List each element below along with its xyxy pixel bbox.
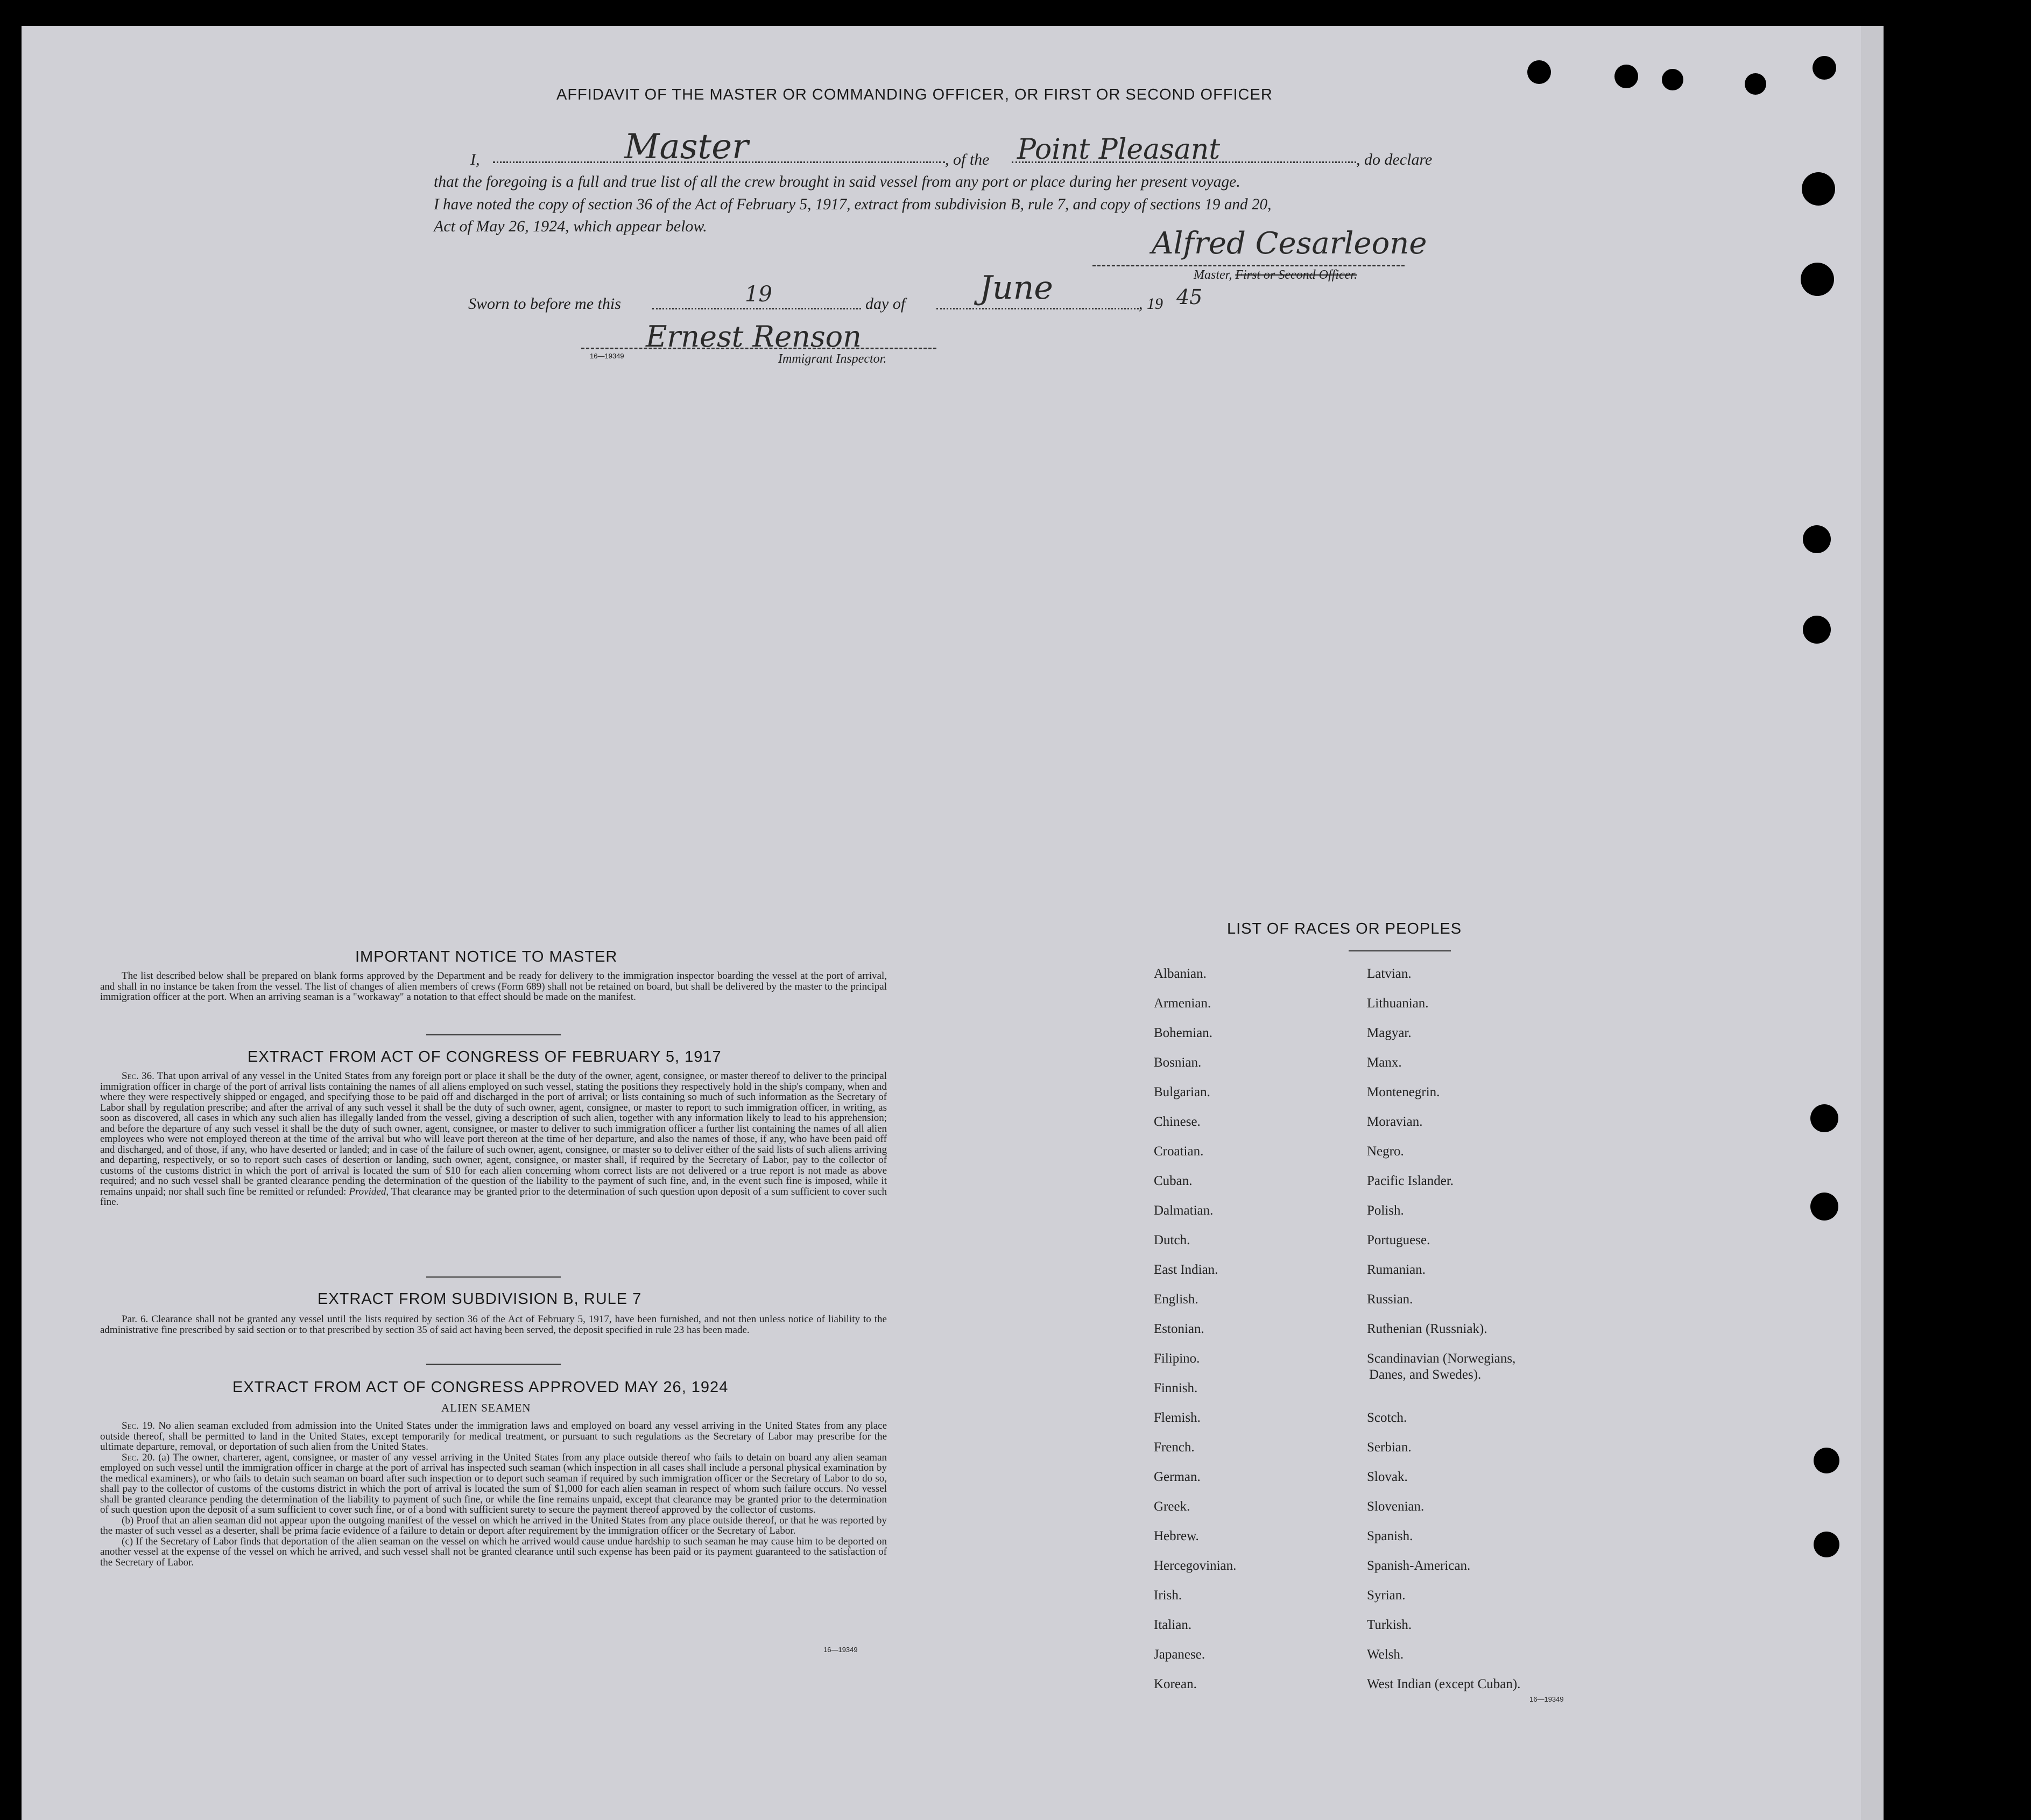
race-item: Albanian. xyxy=(1154,967,1207,981)
punch-hole xyxy=(1662,69,1683,90)
punch-hole xyxy=(1745,73,1766,95)
race-item: Hercegovinian. xyxy=(1154,1558,1237,1573)
race-item: Montenegrin. xyxy=(1367,1085,1440,1099)
race-item: Slovak. xyxy=(1367,1470,1408,1484)
sec20a-paragraph xyxy=(100,1452,887,1515)
inspector-caption: Immigrant Inspector. xyxy=(778,352,887,366)
signature-caption-struck: First or Second Officer. xyxy=(1235,268,1357,282)
page-edge xyxy=(1861,26,1884,1820)
notice-body: The list described below shall be prepared on blank forms approved by the Department and be ready for delivery to the immigration inspector boarding the vessel at the port of arrival, and shall in no instance be taken from the vessel. The list of changes of alien members of crews (Form 689) shall not be retained on board, but shall be delivered by the master to the principal immigration officer at the port. When an arriving seaman is a "workaway" a notation to that effect should be made on the manifest. xyxy=(100,970,887,1003)
affidavit-of-the: , of the xyxy=(945,151,990,168)
race-item: Polish. xyxy=(1367,1203,1404,1218)
race-item: Flemish. xyxy=(1154,1410,1201,1425)
race-item: Armenian. xyxy=(1154,996,1211,1011)
race-item: Croatian. xyxy=(1154,1144,1204,1159)
race-item: Latvian. xyxy=(1367,967,1412,981)
month-blank xyxy=(936,308,1139,309)
punch-hole xyxy=(1814,1448,1839,1473)
race-item: Japanese. xyxy=(1154,1647,1205,1662)
affidavit-line2: that the foregoing is a full and true list of all the crew brought in said vessel from any port or place during her present voyage. xyxy=(434,173,1240,191)
race-item: Negro. xyxy=(1367,1144,1404,1159)
divider xyxy=(426,1034,561,1035)
extract-1917-title: EXTRACT FROM ACT OF CONGRESS OF FEBRUARY 5, 1917 xyxy=(248,1048,722,1066)
race-item: Chinese. xyxy=(1154,1114,1201,1129)
race-item: Welsh. xyxy=(1367,1647,1404,1662)
signature-caption xyxy=(1194,268,1357,283)
punch-hole xyxy=(1803,616,1831,644)
section-label: Sec. 19. xyxy=(122,1420,156,1431)
officer-name-handwritten: Master xyxy=(624,127,749,167)
race-item: Ruthenian (Russniak). xyxy=(1367,1322,1487,1336)
race-item: Rumanian. xyxy=(1367,1262,1426,1277)
race-item: Manx. xyxy=(1367,1055,1402,1070)
affidavit-line1-lead: I, xyxy=(470,151,480,168)
vessel-name-handwritten: Point Pleasant xyxy=(1017,133,1221,166)
race-item: Korean. xyxy=(1154,1677,1197,1691)
year-handwritten: 45 xyxy=(1176,285,1203,309)
race-item: Bohemian. xyxy=(1154,1026,1213,1040)
affidavit-line3: I have noted the copy of section 36 of the Act of February 5, 1917, extract from subdivision B, rule 7, and copy of sections 19 and 20, xyxy=(434,196,1272,213)
punch-hole xyxy=(1801,263,1834,296)
race-item: Estonian. xyxy=(1154,1322,1204,1336)
punch-hole xyxy=(1810,1193,1838,1221)
form-number: 16—19349 xyxy=(590,352,624,360)
extract-1924-body xyxy=(100,1421,887,1568)
race-item: Irish. xyxy=(1154,1588,1182,1603)
race-item: Filipino. xyxy=(1154,1351,1200,1366)
extract-1924-subtitle: ALIEN SEAMEN xyxy=(441,1401,531,1414)
day-of: day of xyxy=(865,295,906,313)
signature-caption-prefix: Master, xyxy=(1194,268,1232,282)
section-text: No alien seaman excluded from admission into the United States under the immigration laws and employed on board any vessel arriving in the United States from any place outside thereof, shall be permitted to land in the United States, except temporarily for medical treatment, or pursuant to such regulations as the Secretary of Labor may prescribe for the ultimate departure, removal, or deportation of such alien from the United States. xyxy=(100,1420,887,1452)
race-item: Magyar. xyxy=(1367,1026,1412,1040)
races-title: LIST OF RACES OR PEOPLES xyxy=(1227,920,1462,937)
race-item: Spanish-American. xyxy=(1367,1558,1471,1573)
form-number: 16—19349 xyxy=(823,1646,858,1654)
race-item: Turkish. xyxy=(1367,1618,1412,1632)
race-item: English. xyxy=(1154,1292,1198,1307)
race-item: Bulgarian. xyxy=(1154,1085,1210,1099)
notice-title: IMPORTANT NOTICE TO MASTER xyxy=(355,948,618,965)
race-item: Greek. xyxy=(1154,1499,1190,1514)
affidavit-line4: Act of May 26, 1924, which appear below. xyxy=(434,217,707,235)
punch-hole xyxy=(1802,172,1835,206)
inspector-signature: Ernest Renson xyxy=(646,320,862,354)
divider xyxy=(426,1276,561,1278)
race-item: Hebrew. xyxy=(1154,1529,1199,1543)
race-item: Pacific Islander. xyxy=(1367,1174,1454,1188)
race-item: Russian. xyxy=(1367,1292,1413,1307)
section-label: Sec. 36. xyxy=(122,1070,154,1082)
race-item: Scandinavian (Norwegians, xyxy=(1367,1351,1516,1366)
affidavit-do-declare: , do declare xyxy=(1356,151,1433,168)
sec20c-paragraph: (c) If the Secretary of Labor finds that deportation of the alien seaman on the vessel on which he arrived would cause undue hardship to such seaman he may cause him to be deported on another vessel at the expense of the vessel on which he arrived, and such vessel shall not be granted clearance until such expense has been paid or its payment guaranteed to the satisfaction of the Secretary of Labor. xyxy=(100,1535,887,1568)
punch-hole xyxy=(1614,65,1638,88)
race-item: Dalmatian. xyxy=(1154,1203,1214,1218)
race-item: Italian. xyxy=(1154,1618,1192,1632)
race-item: Dutch. xyxy=(1154,1233,1190,1247)
race-item: Lithuanian. xyxy=(1367,996,1429,1011)
race-item: Syrian. xyxy=(1367,1588,1406,1603)
month-handwritten: June xyxy=(979,269,1053,307)
divider xyxy=(426,1364,561,1365)
day-handwritten: 19 xyxy=(745,282,772,307)
race-item: German. xyxy=(1154,1470,1201,1484)
race-item: Serbian. xyxy=(1367,1440,1412,1455)
race-item: East Indian. xyxy=(1154,1262,1218,1277)
punch-hole xyxy=(1813,56,1836,80)
master-signature: Alfred Cesarleone xyxy=(1152,226,1427,261)
inspector-blank xyxy=(581,348,936,349)
day-blank xyxy=(652,308,861,309)
signature-blank xyxy=(1092,265,1405,266)
race-item: Slovenian. xyxy=(1367,1499,1424,1514)
sworn-lead: Sworn to before me this xyxy=(468,295,621,313)
race-item: West Indian (except Cuban). xyxy=(1367,1677,1521,1691)
divider xyxy=(1349,950,1451,951)
race-item: Cuban. xyxy=(1154,1174,1193,1188)
race-item: Moravian. xyxy=(1367,1114,1423,1129)
punch-hole xyxy=(1810,1104,1838,1132)
race-item: French. xyxy=(1154,1440,1195,1455)
extract-1924-title: EXTRACT FROM ACT OF CONGRESS APPROVED MAY 26, 1924 xyxy=(232,1379,729,1396)
sec19-paragraph xyxy=(100,1421,887,1452)
punch-hole xyxy=(1527,60,1551,84)
section-label: Sec. 20. xyxy=(122,1451,155,1463)
race-item: Finnish. xyxy=(1154,1381,1198,1395)
section-text: That upon arrival of any vessel in the United States from any foreign port or place it shall be the duty of the owner, agent, consignee, or master thereof to deliver to the principal immigration officer in charge of the port of arrival lists containing the names of all aliens employed on such vessel, stating the positions they respectively hold in the ship's company, when and where they were respectively shipped or engaged, and specifying those to be paid off and discharged in the port of arrival; or lists containing so much of such information as the Secretary of Labor shall by regulation prescribe; and after the arrival of any such vessel it shall be the duty of such owner, agent, consignee, or master to report to such immigration officer, in writing, as soon as discovered, all cases in which any such alien has illegally landed from the vessel, giving a description of such alien, together with any information likely to lead to his apprehension; and before the departure of any such vessel it shall be the duty of such owner, agent, consignee, or master to deliver to such immigration officer a further list containing the names of all alien employees who were not employed thereon at the time of the arrival but who will leave port thereon at the time of her departure, and also the names of those, if any, who have been paid off and discharged, and of those, if any, who have deserted or landed; and in case of the failure of such owner, agent, consignee, or master so to deliver either of the said lists of such aliens arriving and departing, respectively, or so to report such cases of desertion or landing, such owner, agent, consignee, or master shall, if required by the Secretary of Labor, pay to the collector of customs of the customs district in which the port of arrival is located the sum of $10 for each alien concerning whom correct lists are not delivered or a true report is not made as above required; and no such vessel shall be granted clearance pending the determination of the question of the liability to the payment of such fine, and, in the event such fine is imposed, while it remains unpaid; nor shall such fine be remitted or refunded: xyxy=(100,1070,887,1197)
extract-1917-body xyxy=(100,1071,887,1208)
race-item: Scotch. xyxy=(1367,1410,1407,1425)
section-text-tail: That clearance may be granted prior to the determination of such question upon deposit of a sum sufficient to cover such fine. xyxy=(100,1186,887,1208)
section-text: (a) The owner, charterer, agent, consignee, or master of any vessel arriving in the United States from any place outside thereof who fails to detain on board any alien seaman employed on such vessel until the immigration officer in charge at the port of arrival has inspected such seaman (which inspection in all cases shall include a personal physical examination by the medical examiners), or who fails to detain such seaman on board after such inspection or to deport such seaman if required by such immigration officer or the Secretary of Labor to do so, shall pay to the collector of customs of the customs district in which the port of arrival is located the sum of $1,000 for each alien seaman in respect of whom such failure occurs. No vessel shall be granted clearance pending the determination of the liability to payment of such fine, or while the fine remains unpaid, except that clearance may be granted prior to the determination of such question upon the deposit of a sum sufficient to cover such fine, or of a bond with sufficient surety to secure the payment thereof approved by the collector of customs. xyxy=(100,1451,887,1515)
sec20b-paragraph: (b) Proof that an alien seaman did not appear upon the outgoing manifest of the vessel on which he arrived in the United States from any place outside thereof, or that he was reported by the master of such vessel as a deserter, shall be prima facie evidence of a failure to detain or deport after requirement by the immigration officer or the Secretary of Labor. xyxy=(100,1514,887,1536)
punch-hole xyxy=(1814,1532,1839,1557)
provided-text: Provided, xyxy=(349,1186,389,1197)
extract-rule7-body: Par. 6. Clearance shall not be granted any vessel until the lists required by section 36 of the Act of February 5, 1917, have been furnished, and not then unless notice of liability to the administrative fine prescribed by said section or to that prescribed by section 35 of said act having been served, the deposit specified in rule 23 has been made. xyxy=(100,1314,887,1336)
year-prefix: , 19 xyxy=(1139,295,1163,313)
punch-hole xyxy=(1803,525,1831,553)
race-item: Bosnian. xyxy=(1154,1055,1202,1070)
extract-rule7-title: EXTRACT FROM SUBDIVISION B, RULE 7 xyxy=(318,1290,642,1308)
race-item: Spanish. xyxy=(1367,1529,1413,1543)
affidavit-title: AFFIDAVIT OF THE MASTER OR COMMANDING OFFICER, OR FIRST OR SECOND OFFICER xyxy=(556,86,1273,103)
race-item: Danes, and Swedes). xyxy=(1369,1367,1482,1382)
form-number: 16—19349 xyxy=(1529,1695,1564,1703)
race-item: Portuguese. xyxy=(1367,1233,1430,1247)
